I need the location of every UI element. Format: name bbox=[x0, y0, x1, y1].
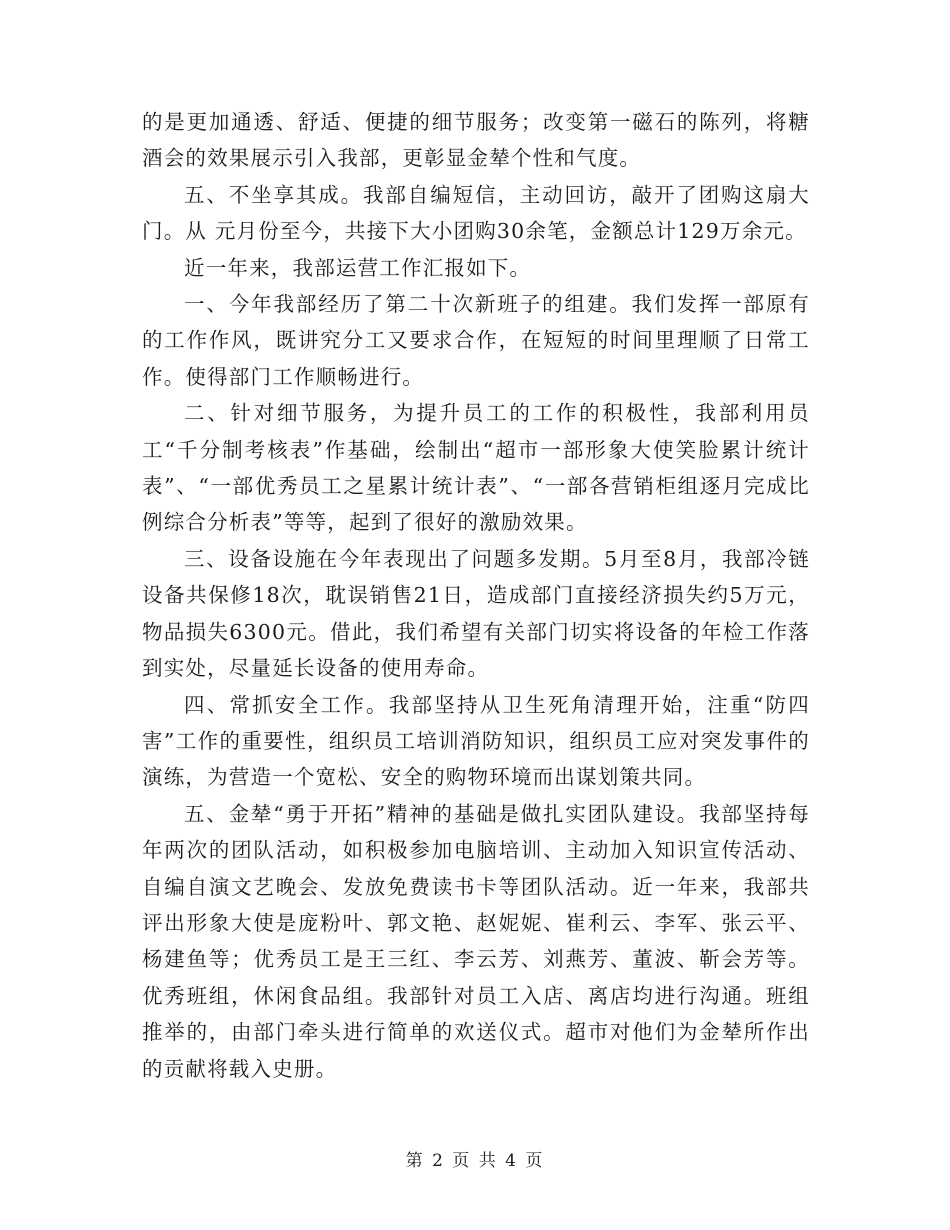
page-footer: 第 2 页 共 4 页 bbox=[405, 1151, 545, 1171]
paragraph-6: 三、设备设施在今年表现出了问题多发期。5月至8月，我部冷链设备共保修18次，耽误销售21日，造成部门直接经济损失约5万元，物品损失6300元。借此，我们希望有关部门切实将设备的年检工作落到实处，尽量延长设备的使用寿命。 bbox=[142, 546, 810, 681]
paragraph-1: 的是更加通透、舒适、便捷的细节服务；改变第一磁石的陈列，将糖酒会的效果展示引入我部，更彰显金辇个性和气度。 bbox=[142, 110, 810, 171]
paragraph-4: 一、今年我部经历了第二十次新班子的组建。我们发挥一部原有的工作作风，既讲究分工又要求合作，在短短的时间里理顺了日常工作。使得部门工作顺畅进行。 bbox=[142, 292, 810, 389]
paragraph-3: 近一年来，我部运营工作汇报如下。 bbox=[184, 255, 532, 280]
paragraph-2: 五、不坐享其成。我部自编短信，主动回访，敲开了团购这扇大门。从 元月份至今，共接下大小团购30余笔，金额总计129万余元。 bbox=[142, 182, 810, 244]
paragraph-8: 五、金辇“勇于开拓”精神的基础是做扎实团队建设。我部坚持每年两次的团队活动，如积极参加电脑培训、主动加入知识宣传活动、自编自演文艺晚会、发放免费读书卡等团队活动。近一年来，我部共评出形象大使是庞粉叶、郭文艳、赵妮妮、崔利云、李军、张云平、杨建鱼等；优秀员工是王三红、李云芳、刘燕芳、董波、靳会芳等。优秀班组，休闲食品组。我部针对员工入店、离店均进行沟通。班组推举的，由部门牵头进行简单的欢送仪式。超市对他们为金辇所作出的贡献将载入史册。 bbox=[142, 801, 810, 1081]
document-body bbox=[142, 104, 810, 1087]
paragraph-5: 二、针对细节服务，为提升员工的工作的积极性，我部利用员工“千分制考核表”作基础，绘制出“超市一部形象大使笑脸累计统计表”、“一部优秀员工之星累计统计表”、“一部各营销柜组逐月完成比例综合分析表”等等，起到了很好的激励效果。 bbox=[142, 401, 810, 535]
paragraph-7: 四、常抓安全工作。我部坚持从卫生死角清理开始，注重“防四害”工作的重要性，组织员工培训消防知识，组织员工应对突发事件的演练，为营造一个宽松、安全的购物环境而出谋划策共同。 bbox=[142, 692, 810, 790]
